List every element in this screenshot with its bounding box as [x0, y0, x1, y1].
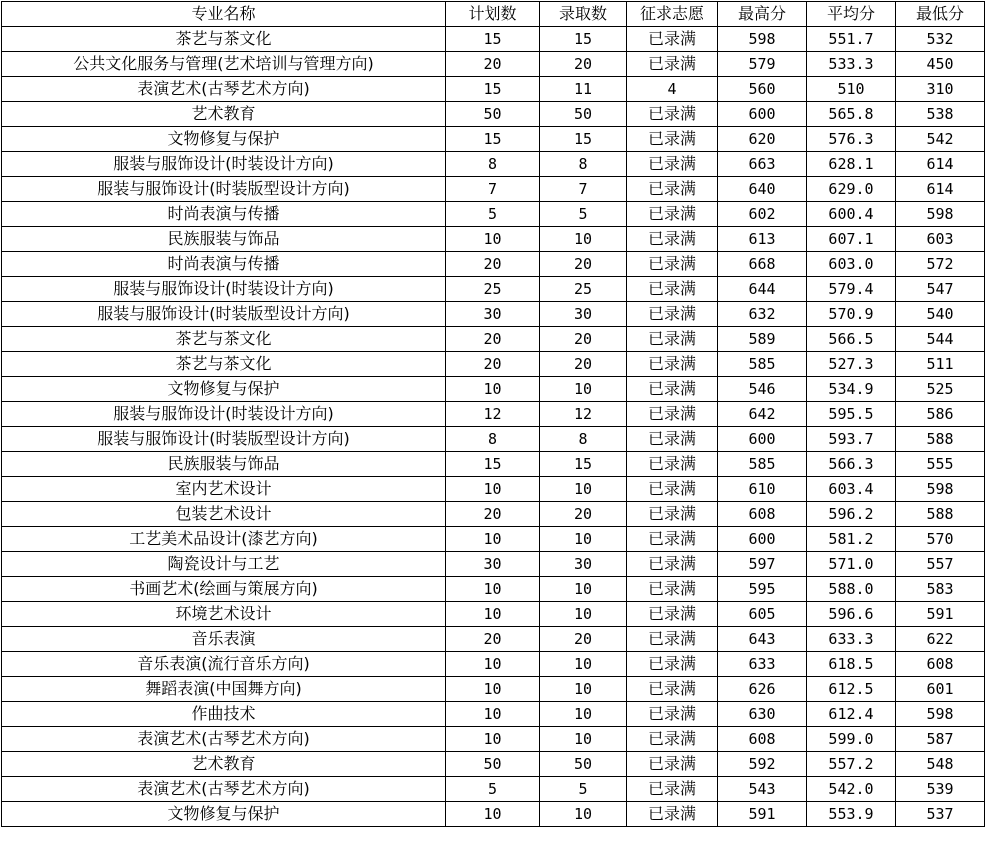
table-row — [2, 327, 985, 352]
max-score-cell: 632 — [718, 302, 807, 327]
plan-count-cell: 10 — [446, 527, 540, 552]
avg-score-cell: 588.0 — [807, 577, 896, 602]
major-name-cell: 文物修复与保护 — [2, 127, 446, 152]
major-name-cell: 文物修复与保护 — [2, 802, 446, 827]
max-score-cell: 585 — [718, 352, 807, 377]
major-name-cell: 公共文化服务与管理(艺术培训与管理方向) — [2, 52, 446, 77]
max-score-cell: 543 — [718, 777, 807, 802]
plan-count-cell: 30 — [446, 552, 540, 577]
max-score-cell: 620 — [718, 127, 807, 152]
plan-count-cell: 20 — [446, 252, 540, 277]
table-row — [2, 77, 985, 102]
admitted-count-cell: 20 — [540, 327, 627, 352]
table-row — [2, 252, 985, 277]
major-name-cell: 民族服装与饰品 — [2, 452, 446, 477]
min-score-cell: 542 — [896, 127, 985, 152]
header-plan-count: 计划数 — [446, 2, 540, 27]
table-row — [2, 152, 985, 177]
supplementary-cell: 已录满 — [627, 327, 718, 352]
max-score-cell: 630 — [718, 702, 807, 727]
plan-count-cell: 12 — [446, 402, 540, 427]
admitted-count-cell: 20 — [540, 352, 627, 377]
avg-score-cell: 603.0 — [807, 252, 896, 277]
min-score-cell: 608 — [896, 652, 985, 677]
major-name-cell: 作曲技术 — [2, 702, 446, 727]
min-score-cell: 532 — [896, 27, 985, 52]
major-name-cell: 音乐表演(流行音乐方向) — [2, 652, 446, 677]
major-name-cell: 服装与服饰设计(时装版型设计方向) — [2, 427, 446, 452]
admitted-count-cell: 10 — [540, 727, 627, 752]
avg-score-cell: 599.0 — [807, 727, 896, 752]
plan-count-cell: 20 — [446, 327, 540, 352]
admission-score-table — [1, 1, 985, 827]
min-score-cell: 555 — [896, 452, 985, 477]
avg-score-cell: 557.2 — [807, 752, 896, 777]
plan-count-cell: 10 — [446, 577, 540, 602]
header-supplementary: 征求志愿 — [627, 2, 718, 27]
avg-score-cell: 607.1 — [807, 227, 896, 252]
supplementary-cell: 已录满 — [627, 677, 718, 702]
admitted-count-cell: 30 — [540, 302, 627, 327]
admitted-count-cell: 5 — [540, 202, 627, 227]
max-score-cell: 589 — [718, 327, 807, 352]
supplementary-cell: 已录满 — [627, 627, 718, 652]
supplementary-cell: 已录满 — [627, 377, 718, 402]
admitted-count-cell: 12 — [540, 402, 627, 427]
major-name-cell: 舞蹈表演(中国舞方向) — [2, 677, 446, 702]
major-name-cell: 环境艺术设计 — [2, 602, 446, 627]
max-score-cell: 592 — [718, 752, 807, 777]
plan-count-cell: 8 — [446, 427, 540, 452]
plan-count-cell: 20 — [446, 52, 540, 77]
table-row — [2, 402, 985, 427]
table-row — [2, 552, 985, 577]
header-major-name: 专业名称 — [2, 2, 446, 27]
avg-score-cell: 593.7 — [807, 427, 896, 452]
min-score-cell: 450 — [896, 52, 985, 77]
major-name-cell: 艺术教育 — [2, 102, 446, 127]
table-row — [2, 602, 985, 627]
table-row — [2, 502, 985, 527]
major-name-cell: 服装与服饰设计(时装版型设计方向) — [2, 177, 446, 202]
min-score-cell: 614 — [896, 152, 985, 177]
plan-count-cell: 20 — [446, 352, 540, 377]
admitted-count-cell: 20 — [540, 627, 627, 652]
avg-score-cell: 628.1 — [807, 152, 896, 177]
admitted-count-cell: 11 — [540, 77, 627, 102]
plan-count-cell: 50 — [446, 102, 540, 127]
min-score-cell: 310 — [896, 77, 985, 102]
admitted-count-cell: 8 — [540, 427, 627, 452]
plan-count-cell: 10 — [446, 477, 540, 502]
supplementary-cell: 已录满 — [627, 277, 718, 302]
plan-count-cell: 30 — [446, 302, 540, 327]
min-score-cell: 544 — [896, 327, 985, 352]
major-name-cell: 音乐表演 — [2, 627, 446, 652]
plan-count-cell: 15 — [446, 27, 540, 52]
max-score-cell: 605 — [718, 602, 807, 627]
avg-score-cell: 565.8 — [807, 102, 896, 127]
min-score-cell: 548 — [896, 752, 985, 777]
table-row — [2, 177, 985, 202]
min-score-cell: 540 — [896, 302, 985, 327]
avg-score-cell: 576.3 — [807, 127, 896, 152]
max-score-cell: 600 — [718, 527, 807, 552]
avg-score-cell: 570.9 — [807, 302, 896, 327]
min-score-cell: 547 — [896, 277, 985, 302]
max-score-cell: 610 — [718, 477, 807, 502]
admitted-count-cell: 10 — [540, 477, 627, 502]
max-score-cell: 644 — [718, 277, 807, 302]
supplementary-cell: 已录满 — [627, 577, 718, 602]
admitted-count-cell: 10 — [540, 677, 627, 702]
max-score-cell: 598 — [718, 27, 807, 52]
min-score-cell: 586 — [896, 402, 985, 427]
admitted-count-cell: 25 — [540, 277, 627, 302]
min-score-cell: 570 — [896, 527, 985, 552]
major-name-cell: 茶艺与茶文化 — [2, 352, 446, 377]
table-row — [2, 452, 985, 477]
avg-score-cell: 596.2 — [807, 502, 896, 527]
header-admitted-count: 录取数 — [540, 2, 627, 27]
major-name-cell: 时尚表演与传播 — [2, 252, 446, 277]
max-score-cell: 546 — [718, 377, 807, 402]
max-score-cell: 663 — [718, 152, 807, 177]
max-score-cell: 668 — [718, 252, 807, 277]
supplementary-cell: 已录满 — [627, 502, 718, 527]
max-score-cell: 626 — [718, 677, 807, 702]
supplementary-cell: 已录满 — [627, 427, 718, 452]
table-header-row — [2, 2, 985, 27]
avg-score-cell: 534.9 — [807, 377, 896, 402]
supplementary-cell: 已录满 — [627, 727, 718, 752]
max-score-cell: 602 — [718, 202, 807, 227]
min-score-cell: 591 — [896, 602, 985, 627]
major-name-cell: 服装与服饰设计(时装设计方向) — [2, 402, 446, 427]
table-row — [2, 627, 985, 652]
major-name-cell: 文物修复与保护 — [2, 377, 446, 402]
min-score-cell: 539 — [896, 777, 985, 802]
major-name-cell: 书画艺术(绘画与策展方向) — [2, 577, 446, 602]
table-row — [2, 677, 985, 702]
max-score-cell: 591 — [718, 802, 807, 827]
max-score-cell: 640 — [718, 177, 807, 202]
max-score-cell: 600 — [718, 102, 807, 127]
plan-count-cell: 15 — [446, 77, 540, 102]
admitted-count-cell: 10 — [540, 227, 627, 252]
major-name-cell: 艺术教育 — [2, 752, 446, 777]
avg-score-cell: 551.7 — [807, 27, 896, 52]
table-row — [2, 777, 985, 802]
table-row — [2, 802, 985, 827]
admitted-count-cell: 20 — [540, 502, 627, 527]
max-score-cell: 643 — [718, 627, 807, 652]
avg-score-cell: 571.0 — [807, 552, 896, 577]
plan-count-cell: 5 — [446, 202, 540, 227]
supplementary-cell: 已录满 — [627, 352, 718, 377]
major-name-cell: 茶艺与茶文化 — [2, 27, 446, 52]
table-row — [2, 727, 985, 752]
avg-score-cell: 612.5 — [807, 677, 896, 702]
min-score-cell: 587 — [896, 727, 985, 752]
supplementary-cell: 已录满 — [627, 477, 718, 502]
avg-score-cell: 600.4 — [807, 202, 896, 227]
table-row — [2, 52, 985, 77]
min-score-cell: 557 — [896, 552, 985, 577]
min-score-cell: 598 — [896, 202, 985, 227]
min-score-cell: 603 — [896, 227, 985, 252]
header-max-score: 最高分 — [718, 2, 807, 27]
table-row — [2, 427, 985, 452]
avg-score-cell: 633.3 — [807, 627, 896, 652]
supplementary-cell: 已录满 — [627, 52, 718, 77]
plan-count-cell: 10 — [446, 227, 540, 252]
supplementary-cell: 已录满 — [627, 152, 718, 177]
major-name-cell: 服装与服饰设计(时装版型设计方向) — [2, 302, 446, 327]
min-score-cell: 598 — [896, 477, 985, 502]
table-row — [2, 352, 985, 377]
supplementary-cell: 已录满 — [627, 402, 718, 427]
min-score-cell: 622 — [896, 627, 985, 652]
supplementary-cell: 已录满 — [627, 227, 718, 252]
avg-score-cell: 510 — [807, 77, 896, 102]
min-score-cell: 511 — [896, 352, 985, 377]
major-name-cell: 服装与服饰设计(时装设计方向) — [2, 277, 446, 302]
max-score-cell: 608 — [718, 727, 807, 752]
avg-score-cell: 612.4 — [807, 702, 896, 727]
avg-score-cell: 527.3 — [807, 352, 896, 377]
plan-count-cell: 10 — [446, 802, 540, 827]
max-score-cell: 595 — [718, 577, 807, 602]
avg-score-cell: 533.3 — [807, 52, 896, 77]
major-name-cell: 陶瓷设计与工艺 — [2, 552, 446, 577]
admitted-count-cell: 10 — [540, 602, 627, 627]
major-name-cell: 表演艺术(古琴艺术方向) — [2, 777, 446, 802]
avg-score-cell: 603.4 — [807, 477, 896, 502]
major-name-cell: 包装艺术设计 — [2, 502, 446, 527]
admitted-count-cell: 10 — [540, 527, 627, 552]
max-score-cell: 633 — [718, 652, 807, 677]
admitted-count-cell: 20 — [540, 52, 627, 77]
admitted-count-cell: 10 — [540, 702, 627, 727]
table-row — [2, 377, 985, 402]
table-row — [2, 227, 985, 252]
major-name-cell: 服装与服饰设计(时装设计方向) — [2, 152, 446, 177]
min-score-cell: 537 — [896, 802, 985, 827]
plan-count-cell: 50 — [446, 752, 540, 777]
table-body — [2, 27, 985, 827]
admitted-count-cell: 10 — [540, 802, 627, 827]
supplementary-cell: 已录满 — [627, 702, 718, 727]
avg-score-cell: 618.5 — [807, 652, 896, 677]
admitted-count-cell: 15 — [540, 452, 627, 477]
max-score-cell: 613 — [718, 227, 807, 252]
avg-score-cell: 566.3 — [807, 452, 896, 477]
min-score-cell: 588 — [896, 427, 985, 452]
major-name-cell: 民族服装与饰品 — [2, 227, 446, 252]
plan-count-cell: 10 — [446, 652, 540, 677]
table-row — [2, 27, 985, 52]
max-score-cell: 642 — [718, 402, 807, 427]
min-score-cell: 598 — [896, 702, 985, 727]
plan-count-cell: 10 — [446, 702, 540, 727]
major-name-cell: 表演艺术(古琴艺术方向) — [2, 77, 446, 102]
admitted-count-cell: 50 — [540, 752, 627, 777]
max-score-cell: 600 — [718, 427, 807, 452]
major-name-cell: 表演艺术(古琴艺术方向) — [2, 727, 446, 752]
supplementary-cell: 已录满 — [627, 752, 718, 777]
table-row — [2, 127, 985, 152]
table-row — [2, 277, 985, 302]
avg-score-cell: 581.2 — [807, 527, 896, 552]
plan-count-cell: 20 — [446, 502, 540, 527]
admitted-count-cell: 20 — [540, 252, 627, 277]
max-score-cell: 608 — [718, 502, 807, 527]
max-score-cell: 597 — [718, 552, 807, 577]
table-row — [2, 577, 985, 602]
header-avg-score: 平均分 — [807, 2, 896, 27]
admitted-count-cell: 7 — [540, 177, 627, 202]
avg-score-cell: 629.0 — [807, 177, 896, 202]
min-score-cell: 601 — [896, 677, 985, 702]
admitted-count-cell: 10 — [540, 577, 627, 602]
table-row — [2, 477, 985, 502]
plan-count-cell: 10 — [446, 377, 540, 402]
major-name-cell: 工艺美术品设计(漆艺方向) — [2, 527, 446, 552]
avg-score-cell: 553.9 — [807, 802, 896, 827]
supplementary-cell: 已录满 — [627, 302, 718, 327]
avg-score-cell: 595.5 — [807, 402, 896, 427]
admitted-count-cell: 15 — [540, 127, 627, 152]
plan-count-cell: 8 — [446, 152, 540, 177]
min-score-cell: 583 — [896, 577, 985, 602]
supplementary-cell: 已录满 — [627, 552, 718, 577]
admitted-count-cell: 8 — [540, 152, 627, 177]
plan-count-cell: 20 — [446, 627, 540, 652]
admitted-count-cell: 30 — [540, 552, 627, 577]
supplementary-cell: 已录满 — [627, 252, 718, 277]
plan-count-cell: 15 — [446, 127, 540, 152]
plan-count-cell: 15 — [446, 452, 540, 477]
avg-score-cell: 542.0 — [807, 777, 896, 802]
supplementary-cell: 已录满 — [627, 27, 718, 52]
table-row — [2, 702, 985, 727]
supplementary-cell: 已录满 — [627, 652, 718, 677]
major-name-cell: 室内艺术设计 — [2, 477, 446, 502]
avg-score-cell: 596.6 — [807, 602, 896, 627]
supplementary-cell: 已录满 — [627, 602, 718, 627]
supplementary-cell: 已录满 — [627, 127, 718, 152]
header-min-score: 最低分 — [896, 2, 985, 27]
supplementary-cell: 已录满 — [627, 102, 718, 127]
admitted-count-cell: 5 — [540, 777, 627, 802]
admitted-count-cell: 10 — [540, 652, 627, 677]
supplementary-cell: 已录满 — [627, 802, 718, 827]
admitted-count-cell: 50 — [540, 102, 627, 127]
supplementary-cell: 已录满 — [627, 202, 718, 227]
table-row — [2, 527, 985, 552]
max-score-cell: 579 — [718, 52, 807, 77]
table-row — [2, 102, 985, 127]
min-score-cell: 538 — [896, 102, 985, 127]
supplementary-cell: 4 — [627, 77, 718, 102]
min-score-cell: 572 — [896, 252, 985, 277]
plan-count-cell: 5 — [446, 777, 540, 802]
avg-score-cell: 579.4 — [807, 277, 896, 302]
min-score-cell: 525 — [896, 377, 985, 402]
major-name-cell: 茶艺与茶文化 — [2, 327, 446, 352]
admitted-count-cell: 10 — [540, 377, 627, 402]
table-row — [2, 752, 985, 777]
major-name-cell: 时尚表演与传播 — [2, 202, 446, 227]
table-row — [2, 652, 985, 677]
plan-count-cell: 10 — [446, 602, 540, 627]
avg-score-cell: 566.5 — [807, 327, 896, 352]
table-row — [2, 202, 985, 227]
admitted-count-cell: 15 — [540, 27, 627, 52]
table-row — [2, 302, 985, 327]
min-score-cell: 588 — [896, 502, 985, 527]
max-score-cell: 560 — [718, 77, 807, 102]
plan-count-cell: 10 — [446, 727, 540, 752]
supplementary-cell: 已录满 — [627, 452, 718, 477]
plan-count-cell: 25 — [446, 277, 540, 302]
supplementary-cell: 已录满 — [627, 527, 718, 552]
min-score-cell: 614 — [896, 177, 985, 202]
plan-count-cell: 7 — [446, 177, 540, 202]
plan-count-cell: 10 — [446, 677, 540, 702]
supplementary-cell: 已录满 — [627, 777, 718, 802]
max-score-cell: 585 — [718, 452, 807, 477]
supplementary-cell: 已录满 — [627, 177, 718, 202]
